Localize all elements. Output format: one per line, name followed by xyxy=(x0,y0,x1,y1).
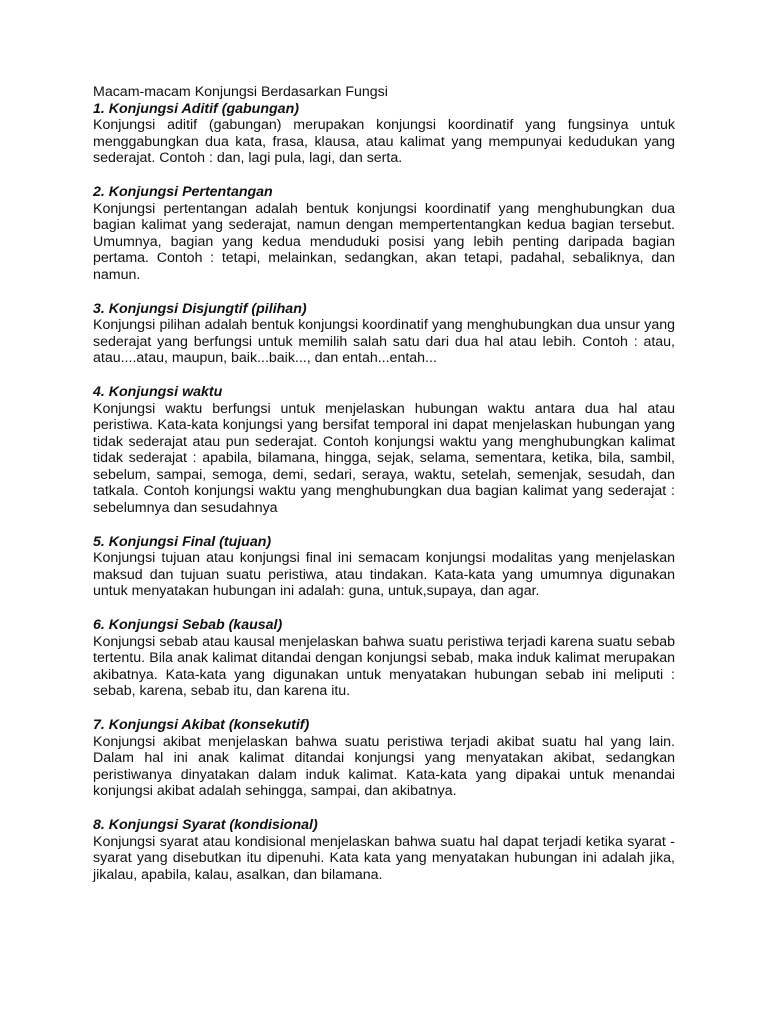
section-pertentangan xyxy=(93,184,675,284)
section-disjungtif xyxy=(93,301,675,367)
section-final xyxy=(93,534,675,600)
section-syarat xyxy=(93,817,675,883)
section-body: Konjungsi pilihan adalah bentuk konjungsi koordinatif yang menghubungkan dua unsur yang sederajat yang berfungsi untuk memilih salah satu dari dua hal atau lebih. Contoh : atau, atau....atau, maupun, baik...baik..., dan entah...entah... xyxy=(93,317,675,367)
section-aditif xyxy=(93,101,675,167)
section-heading: 4. Konjungsi waktu xyxy=(93,383,223,400)
section-body: Konjungsi tujuan atau konjungsi final ini semacam konjungsi modalitas yang menjelaskan maksud dan tujuan suatu peristiwa, atau tindakan. Kata-kata yang umumnya digunakan untuk menyatakan hubungan ini adalah: guna, untuk,supaya, dan agar. xyxy=(93,550,675,600)
section-body: Konjungsi waktu berfungsi untuk menjelaskan hubungan waktu antara dua hal atau peristiwa. Kata-kata konjungsi yang bersifat temporal ini dapat menjelaskan hubungan yang tidak sederajat atau pun sederajat. Contoh konjungsi waktu yang menghubungkan kalimat tidak sederajat : apabila, bilamana, hingga, sejak, selama, sementara, ketika, bila, sambil, sebelum, sampai, semoga, demi, sedari, seraya, waktu, setelah, semenjak, sesudah, dan tatkala. Contoh konjungsi waktu yang menghubungkan dua bagian kalimat yang sederajat : sebelumnya dan sesudahnya xyxy=(93,400,675,517)
section-heading: 7. Konjungsi Akibat (konsekutif) xyxy=(93,717,310,733)
section-heading: 6. Konjungsi Sebab (kausal) xyxy=(93,617,283,634)
section-heading: 5. Konjungsi Final (tujuan) xyxy=(93,533,272,550)
section-heading: 1. Konjungsi Aditif (gabungan) xyxy=(93,100,299,117)
section-body: Konjungsi pertentangan adalah bentuk konjungsi koordinatif yang menghubungkan dua bagian kalimat yang sederajat, namun dengan mempertentangkan kedua bagian tersebut. Umumnya, bagian yang kedua menduduki posisi yang lebih penting daripada bagian pertama. Contoh : tetapi, melainkan, sedangkan, akan tetapi, padahal, sebaliknya, dan namun. xyxy=(93,200,675,283)
section-waktu xyxy=(93,384,675,517)
section-heading: 2. Konjungsi Pertentangan xyxy=(93,183,273,200)
section-body: Konjungsi akibat menjelaskan bahwa suatu peristiwa terjadi akibat suatu hal yang lain. Dalam hal ini anak kalimat ditandai konjungsi yang menyatakan akibat, sedangkan peristiwanya dinyatakan dalam induk kalimat. Kata-kata yang dipakai untuk menandai konjungsi akibat adalah sehingga, sampai, dan akibatnya. xyxy=(93,733,675,800)
section-heading: 8. Konjungsi Syarat (kondisional) xyxy=(93,816,318,833)
document-title: Macam-macam Konjungsi Berdasarkan Fungsi xyxy=(93,84,388,100)
section-heading: 3. Konjungsi Disjungtif (pilihan) xyxy=(93,300,307,317)
section-body: Konjungsi sebab atau kausal menjelaskan bahwa suatu peristiwa terjadi karena suatu sebab tertentu. Bila anak kalimat ditandai dengan konjungsi sebab, maka induk kalimat merupakan akibatnya. Kata-kata yang digunakan untuk menyatakan hubungan sebab ini meliputi : sebab, karena, sebab itu, dan karena itu. xyxy=(93,633,675,700)
section-body: Konjungsi syarat atau kondisional menjelaskan bahwa suatu hal dapat terjadi ketika syarat -syarat yang disebutkan itu dipenuhi. Kata kata yang menyatakan hubungan ini adalah jika, jikalau, apabila, kalau, asalkan, dan bilamana. xyxy=(93,833,675,883)
section-body: Konjungsi aditif (gabungan) merupakan konjungsi koordinatif yang fungsinya untuk menggabungkan dua kata, frasa, klausa, atau kalimat yang mempunyai kedudukan yang sederajat. Contoh : dan, lagi pula, lagi, dan serta. xyxy=(93,117,675,167)
section-sebab xyxy=(93,617,675,700)
document-page xyxy=(93,84,675,900)
section-akibat xyxy=(93,717,675,800)
